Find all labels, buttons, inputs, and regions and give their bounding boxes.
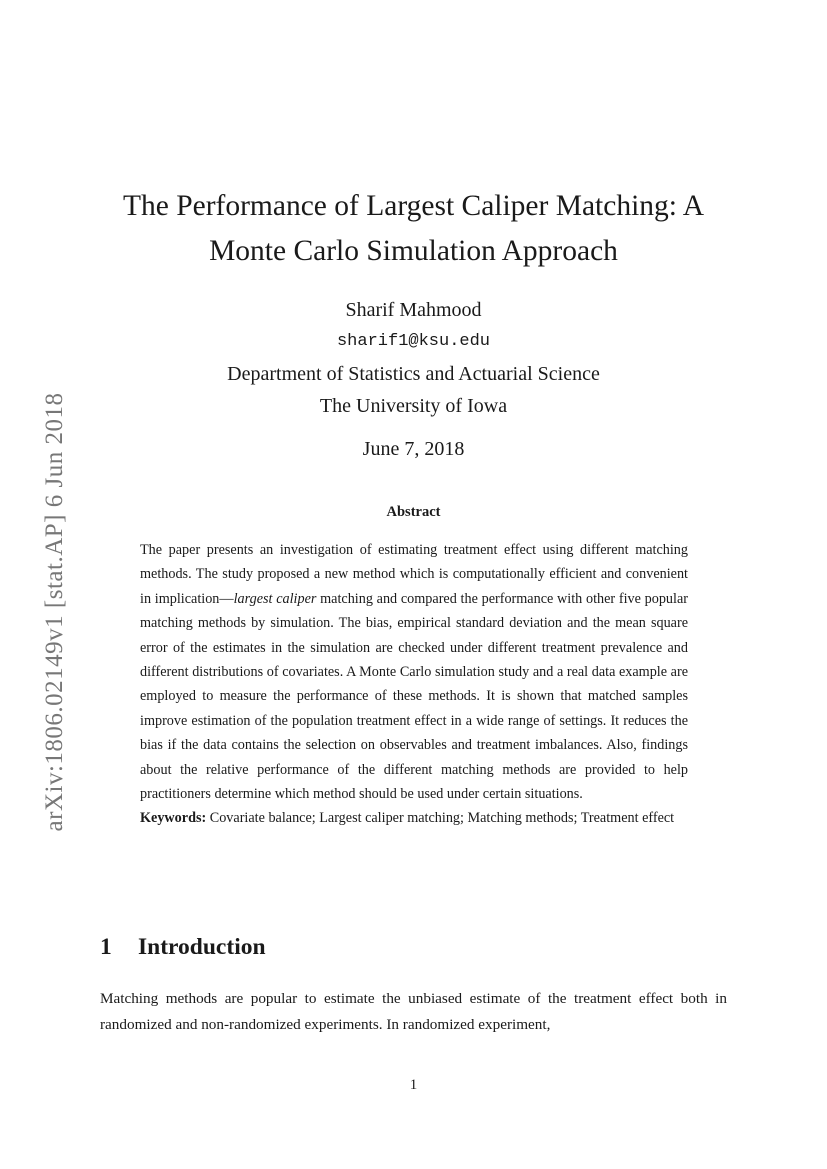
abstract-emphasis: largest caliper [233,590,317,607]
abstract-text-2: matching and compared the performance with other five popular matching methods by simulation. The bias, empirical standard deviation and the mean square error of the estimates in the simulation are checked under different treatment prevalence and different distributions of covariates. A Monte Carlo simulation study and a real data example are employed to measure the performance of these methods. It is shown that matched samples improve estimation of the population treatment effect in a wide range of settings. It reduces the bias if the data contains the selection on observables and treatment imbalances. Also, findings about the relative performance of the different matching methods are provided to help practitioners determine which method should be used under certain situations. [140,590,688,803]
title-line-1: The Performance of Largest Caliper Matching: A [122,190,705,222]
abstract-text-1: The paper presents an investigation of estimating treatment effect using different matching methods. The study proposed a new method which is computationally efficient and convenient in implication— [140,542,688,607]
intro-paragraph: Matching methods are popular to estimate the unbiased estimate of the treatment effect both in randomized and non-randomized experiments. In randomized experiment, [100,990,727,1033]
abstract-heading: Abstract [386,504,441,520]
author-block [100,294,727,465]
keywords-text: Covariate balance; Largest caliper matching; Matching methods; Treatment effect [209,810,675,827]
section-title: Introduction [138,934,266,960]
section-heading [100,934,266,961]
paper-date: June 7, 2018 [362,438,465,460]
author-department: Department of Statistics and Actuarial Science [227,363,600,385]
title-line-2: Monte Carlo Simulation Approach [209,235,618,267]
keywords-line [140,806,688,830]
abstract-paragraph [140,538,688,806]
author-email[interactable]: sharif1@ksu.edu [336,332,491,351]
keywords-label: Keywords: [140,810,207,827]
author-name: Sharif Mahmood [345,299,482,321]
author-university: The University of Iowa [319,395,508,417]
paper-title [100,184,727,274]
section-number: 1 [100,934,112,960]
page-number: 1 [409,1077,418,1093]
arxiv-identifier: arXiv:1806.02149v1 [stat.AP] 6 Jun 2018 [41,392,68,832]
abstract-body [140,538,688,831]
